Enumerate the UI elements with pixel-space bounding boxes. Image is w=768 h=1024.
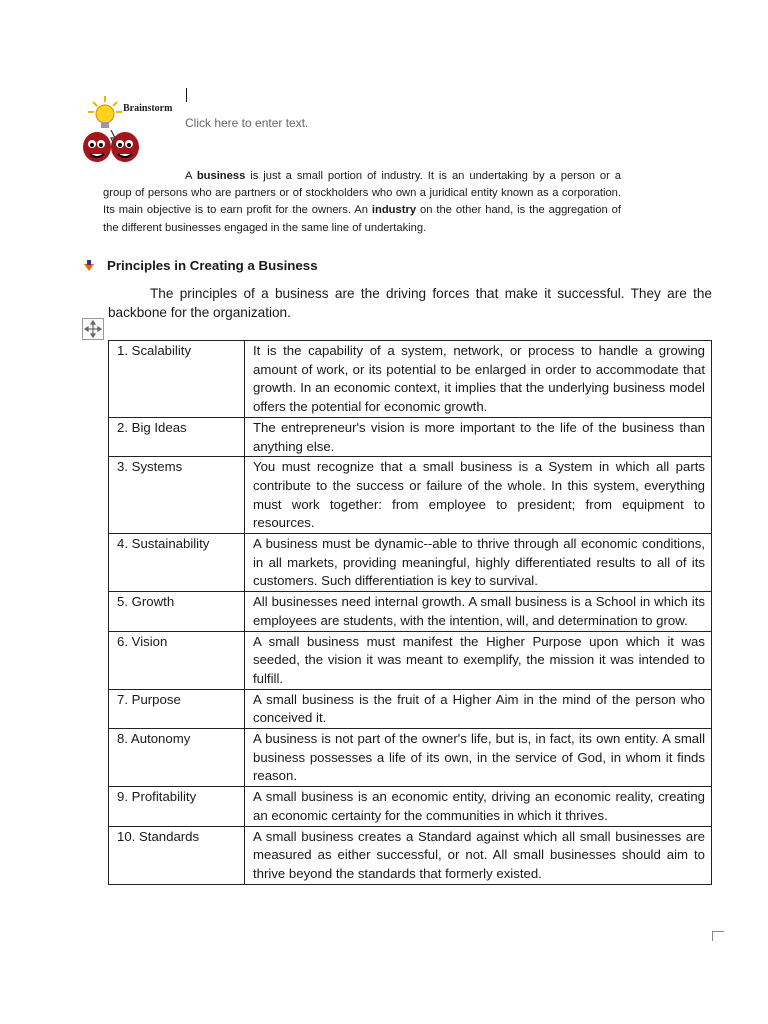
principle-description-cell: A small business is the fruit of a Higher Aim in the mind of the person who conceived it.	[245, 689, 712, 728]
principle-description-cell: The entrepreneur's vision is more important to the life of the business than anything else.	[245, 417, 712, 456]
principle-description-cell: A small business is an economic entity, driving an economic reality, creating an economic certainty for the communities in which it thrives.	[245, 787, 712, 826]
intro-text-run: A	[185, 170, 197, 182]
content-control-placeholder[interactable]: Click here to enter text.	[185, 116, 309, 130]
principle-name-cell: 6. Vision	[109, 631, 245, 689]
principle-name-cell: 1. Scalability	[109, 341, 245, 418]
principle-name-cell: 2. Big Ideas	[109, 417, 245, 456]
intro-text-run: on the other hand, is the aggregation of the different businesses engaged in the same line of undertaking.	[103, 204, 621, 234]
move-icon	[83, 319, 103, 339]
principle-description-cell: A small business must manifest the Higher Purpose upon which it was seeded, the vision it was meant to exemplify, the mission it was intended to fulfill.	[245, 631, 712, 689]
principle-description-cell: All businesses need internal growth. A small business is a School in which its employees are students, with the intention, will, and determination to grow.	[245, 592, 712, 631]
table-row	[109, 689, 712, 728]
table-row	[109, 826, 712, 884]
table-row	[109, 457, 712, 534]
principle-name-cell: 7. Purpose	[109, 689, 245, 728]
table-row	[109, 341, 712, 418]
lead-paragraph: The principles of a business are the driving forces that make it successful. They are the backbone for the organization.	[108, 286, 712, 320]
table-row	[109, 417, 712, 456]
principle-description-cell: It is the capability of a system, network, or process to handle a growing amount of work, or its potential to be enlarged in order to accommodate that growth. In an economic context, it implies that the underlying business model offers the potential for economic growth.	[245, 341, 712, 418]
principle-description-cell: A small business creates a Standard against which all small businesses are measured as either successful, or not. All small businesses should aim to thrive beyond the standards that formerly existed.	[245, 826, 712, 884]
section-heading	[83, 258, 318, 275]
table-row	[109, 787, 712, 826]
page-corner-mark	[712, 931, 724, 941]
table-row	[109, 534, 712, 592]
table-row	[109, 729, 712, 787]
text-cursor	[186, 88, 187, 102]
table-row	[109, 592, 712, 631]
principle-name-cell: 5. Growth	[109, 592, 245, 631]
principle-name-cell: 8. Autonomy	[109, 729, 245, 787]
principles-table	[108, 340, 712, 885]
principle-name-cell: 10. Standards	[109, 826, 245, 884]
principle-name-cell: 9. Profitability	[109, 787, 245, 826]
intro-text-run: is just a small portion of industry. It is an undertaking by a person or a group of persons who are partners or of stockholders who own a juridical entity known as a corporation. Its main objective is to earn profit for the owners. An	[103, 170, 622, 217]
principle-description-cell: You must recognize that a small business is a System in which all parts contribute to the success or failure of the whole. In this system, everything must work together: from employee to president; from equipment to resources.	[245, 457, 712, 534]
section-heading-text: Principles in Creating a Business	[107, 258, 318, 273]
principle-name-cell: 4. Sustainability	[109, 534, 245, 592]
principle-description-cell: A business is not part of the owner's life, but is, in fact, its own entity. A small business possesses a life of its own, in the service of God, in whom it finds reason.	[245, 729, 712, 787]
table-move-handle[interactable]	[82, 318, 104, 340]
logo-label: Brainstorm	[123, 103, 173, 114]
table-row	[109, 631, 712, 689]
intro-paragraph	[103, 168, 621, 237]
principle-description-cell: A business must be dynamic--able to thrive through all economic conditions, in all markets, providing meaningful, highly differentiated results to all of its customers. Such differentiation is key to survival.	[245, 534, 712, 592]
bold-term: industry	[371, 204, 417, 217]
bold-term: business	[196, 170, 246, 182]
principle-name-cell: 3. Systems	[109, 457, 245, 534]
arrow-bullet-icon	[83, 260, 97, 275]
